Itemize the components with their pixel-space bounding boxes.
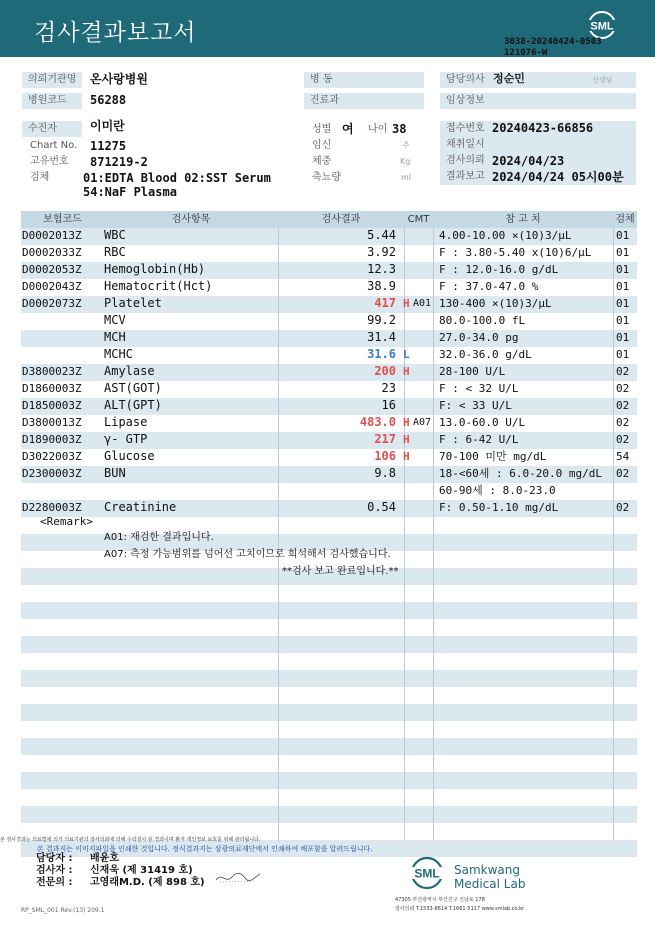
table-row [21, 244, 637, 261]
cell-ref: F: < 33 U/L [439, 399, 512, 412]
cell-flag: H [403, 297, 410, 310]
table-header [21, 211, 637, 228]
table-row [21, 227, 637, 244]
cell-item: Glucose [104, 449, 155, 463]
manager-value: 배윤호 [90, 853, 119, 864]
dept-label: 진료과 [304, 93, 424, 109]
pregnancy-unit: 주 [402, 141, 410, 150]
lab-name-line2: Medical Lab [454, 877, 526, 891]
tester-value: 신재욱 (제 31419 호) [90, 865, 193, 876]
cell-item: AST(GOT) [104, 381, 162, 395]
lab-address: 47305 부산광역시 부산진구 진남로 178 [395, 897, 485, 903]
report-id-line1: 3038-20240424-0503 [504, 37, 602, 47]
cell-ref: 13.0-60.0 U/L [439, 416, 526, 429]
cell-item: Hemoglobin(Hb) [104, 262, 206, 276]
cell-result: 483.0 [359, 415, 396, 429]
cell-flag: H [403, 450, 410, 463]
cell-result: 417 [374, 296, 396, 310]
cell-specimen: 02 [616, 501, 630, 514]
cell-code: D1860003Z [22, 382, 82, 395]
cell-item: Amylase [104, 364, 155, 378]
cell-ref: F : 37.0-47.0 % [439, 280, 539, 293]
cell-specimen: 01 [616, 280, 630, 293]
table-stripe [21, 772, 637, 789]
cell-ref: 130-400 ×(10)3/μL [439, 297, 552, 310]
cell-result: 9.8 [374, 466, 396, 480]
table-row [21, 363, 637, 380]
cell-result: 0.54 [367, 500, 396, 514]
weight-label: 체중 [312, 156, 332, 167]
cell-specimen: 02 [616, 416, 630, 429]
cell-item: Hematocrit(Hct) [104, 279, 213, 293]
pregnancy-label: 임신 [312, 140, 332, 151]
cell-ref: 28-100 U/L [439, 365, 506, 378]
samkwang-logo-icon [404, 856, 450, 890]
cell-flag: H [403, 433, 410, 446]
form-revision: RP_SML_001 Rev.(13) 209.1 [21, 907, 105, 914]
cell-item: BUN [104, 466, 126, 480]
table-row [21, 380, 637, 397]
weight-unit: Kg [400, 157, 411, 166]
th-code: 보험코드 [43, 214, 82, 225]
id-label: 고유번호 [30, 156, 69, 167]
id-value: 871219-2 [90, 155, 148, 169]
cell-specimen: 02 [616, 433, 630, 446]
table-row [21, 397, 637, 414]
cell-result: 12.3 [367, 262, 396, 276]
report-id [504, 37, 602, 59]
institution-label: 의뢰기관명 [22, 72, 82, 88]
cell-flag: H [403, 416, 410, 429]
cell-flag: H [403, 365, 410, 378]
urine-unit: ml [401, 173, 412, 182]
cell-item: WBC [104, 228, 126, 242]
cell-item: Lipase [104, 415, 148, 429]
cell-code: D2300003Z [22, 467, 82, 480]
cell-specimen: 01 [616, 229, 630, 242]
cell-specimen: 02 [616, 399, 630, 412]
cell-result: 31.6 [367, 347, 396, 361]
receipt-label: 접수번호 [446, 123, 485, 134]
report-title: 검사결과보고서 [34, 20, 197, 46]
cell-ref: 18-<60세 : 6.0-20.0 mg/dL [439, 467, 602, 480]
chart-label: Chart No. [30, 140, 78, 151]
cell-specimen: 01 [616, 297, 630, 310]
table-stripe [21, 704, 637, 721]
table-row [21, 295, 637, 312]
ward-label: 병 동 [304, 72, 424, 88]
cell-code: D0002013Z [22, 229, 82, 242]
specimen-label: 검체 [30, 172, 50, 183]
cell-ref: 70-100 미만 mg/dL [439, 450, 547, 463]
cell-result: 200 [374, 364, 396, 378]
cell-item: MCHC [104, 347, 133, 361]
clinical-label: 임상정보 [440, 93, 636, 109]
cell-code: D0002033Z [22, 246, 82, 259]
table-row [21, 465, 637, 482]
cell-result: 99.2 [367, 313, 396, 327]
cell-item: γ- GTP [104, 432, 148, 446]
request-value: 2024/04/23 [492, 154, 565, 168]
cell-result: 38.9 [367, 279, 396, 293]
cell-code: D0002053Z [22, 263, 82, 276]
cell-result: 5.44 [367, 228, 396, 242]
table-row [21, 329, 637, 346]
table-row [21, 431, 637, 448]
cell-result: 106 [374, 449, 396, 463]
cell-item: MCV [104, 313, 126, 327]
sex-value: 여 [342, 122, 354, 136]
specimen-line2: 54:NaF Plasma [83, 185, 177, 199]
cell-item: RBC [104, 245, 126, 259]
cell-specimen: 02 [616, 365, 630, 378]
cell-code: D3022003Z [22, 450, 82, 463]
cell-cmt: A07 [413, 417, 432, 428]
cell-item: Creatinine [104, 500, 177, 514]
cell-item: ALT(GPT) [104, 398, 162, 412]
cell-ref: F : < 32 U/L [439, 382, 519, 395]
doctor-value: 정순민 [493, 72, 525, 85]
cell-result: 3.92 [367, 245, 396, 259]
specimen-line1: 01:EDTA Blood 02:SST Serum [83, 171, 271, 185]
cell-item: MCH [104, 330, 126, 344]
lab-name [454, 863, 525, 891]
remark-title: <Remark> [40, 515, 93, 528]
cell-specimen: 01 [616, 263, 630, 276]
cell-result: 217 [374, 432, 396, 446]
collect-label: 채취일시 [446, 139, 485, 150]
manager-label: 담당자 : [36, 853, 73, 864]
cell-ref: 32.0-36.0 g/dL [439, 348, 532, 361]
table-stripe [21, 806, 637, 823]
cell-ref: 80.0-100.0 fL [439, 314, 526, 327]
remark-complete: **검사 보고 완료입니다.** [282, 566, 399, 577]
age-label: 나이 [368, 124, 388, 135]
cell-code: D0002043Z [22, 280, 82, 293]
cell-code: D2280003Z [22, 501, 82, 514]
specialist-label: 전문의 : [36, 877, 73, 888]
cell-ref: F: 0.50-1.10 mg/dL [439, 501, 559, 514]
table-row [21, 448, 637, 465]
table-row [21, 414, 637, 431]
cell-specimen: 02 [616, 382, 630, 395]
cell-code: D0002073Z [22, 297, 82, 310]
cell-specimen: 01 [616, 348, 630, 361]
report-value: 2024/04/24 05시00분 [492, 170, 624, 184]
cell-ref: 60-90세 : 8.0-23.0 [439, 484, 556, 497]
th-cmt: CMT [407, 214, 430, 225]
cell-ref: F : 3.80-5.40 x(10)6/μL [439, 246, 592, 259]
hospital-code-value: 56288 [90, 93, 127, 107]
institution-value: 온사랑병원 [90, 72, 148, 86]
table-row [21, 278, 637, 295]
table-stripe [21, 738, 637, 755]
th-spec: 검체 [615, 214, 635, 225]
sex-label: 성별 [312, 124, 332, 135]
footer-notice: 본 결과지는 이미지파일을 인쇄한 것입니다. 정식결과지는 삼광의료재단에서 인쇄하여 배포함을 알려드립니다. [37, 845, 373, 853]
patient-value: 이미란 [90, 119, 125, 133]
cell-result: 31.4 [367, 330, 396, 344]
cell-result: 23 [381, 381, 396, 395]
doctor-label: 담당의사 [440, 72, 636, 88]
th-item: 검사항목 [171, 214, 211, 225]
tester-label: 검사자 : [36, 865, 73, 876]
lab-logo-text: SML [414, 866, 440, 881]
footer-legal-note: 본 검사결과는 의료법에 의거 의료기관의 검사의뢰에 의해 수탁검사 된 결과이며 환자 개인정보 보호를 위해 관리됩니다. [0, 837, 261, 843]
cell-item: Platelet [104, 296, 162, 310]
cell-specimen: 01 [616, 314, 630, 327]
cell-specimen: 54 [616, 450, 630, 463]
table-row [21, 261, 637, 278]
specialist-value: 고영래M.D. (제 898 호) [90, 877, 205, 888]
remark-a01: A01: 재검한 결과입니다. [104, 532, 214, 543]
lab-name-line1: Samkwang [454, 863, 520, 877]
cell-code: D1890003Z [22, 433, 82, 446]
urine-label: 축뇨량 [312, 172, 341, 183]
age-value: 38 [392, 122, 407, 136]
hospital-code-label: 병원코드 [22, 93, 82, 109]
doctor-hint: 선생님 [592, 76, 613, 84]
table-row [21, 482, 637, 499]
report-label: 결과보고 [446, 171, 485, 182]
table-row [21, 499, 637, 516]
cell-cmt: A01 [413, 298, 432, 309]
request-label: 검사의뢰 [446, 155, 485, 166]
receipt-value: 20240423-66856 [492, 121, 594, 135]
cell-flag: L [403, 348, 410, 361]
lab-contact: 검사의뢰 T.1533-8614 T.1661-5117 www.smlab.co.kr [395, 906, 525, 912]
chart-value: 11275 [90, 139, 127, 153]
cell-code: D3800023Z [22, 365, 82, 378]
cell-ref: F : 6-42 U/L [439, 433, 519, 446]
cell-code: D1850003Z [22, 399, 82, 412]
table-row [21, 312, 637, 329]
cell-specimen: 02 [616, 467, 630, 480]
cell-result: 16 [381, 398, 396, 412]
table-stripe [21, 636, 637, 653]
table-stripe [21, 602, 637, 619]
cell-ref: F : 12.0-16.0 g/dL [439, 263, 559, 276]
sml-logo-text: SML [590, 20, 614, 33]
report-id-line2: 121076-W [504, 48, 548, 58]
cell-specimen: 01 [616, 331, 630, 344]
cell-ref: 27.0-34.0 pg [439, 331, 519, 344]
signature-icon [214, 868, 262, 886]
patient-label: 수진자 [22, 121, 82, 137]
th-result: 검사결과 [321, 214, 361, 225]
cell-specimen: 01 [616, 246, 630, 259]
cell-ref: 4.00-10.00 ×(10)3/μL [439, 229, 572, 242]
th-ref: 참 고 치 [505, 214, 541, 225]
cell-code: D3800013Z [22, 416, 82, 429]
remark-a07: A07: 측정 가능범위를 넘어선 고치이므로 희석해서 검사했습니다. [104, 549, 391, 560]
table-row [21, 346, 637, 363]
table-stripe [21, 670, 637, 687]
